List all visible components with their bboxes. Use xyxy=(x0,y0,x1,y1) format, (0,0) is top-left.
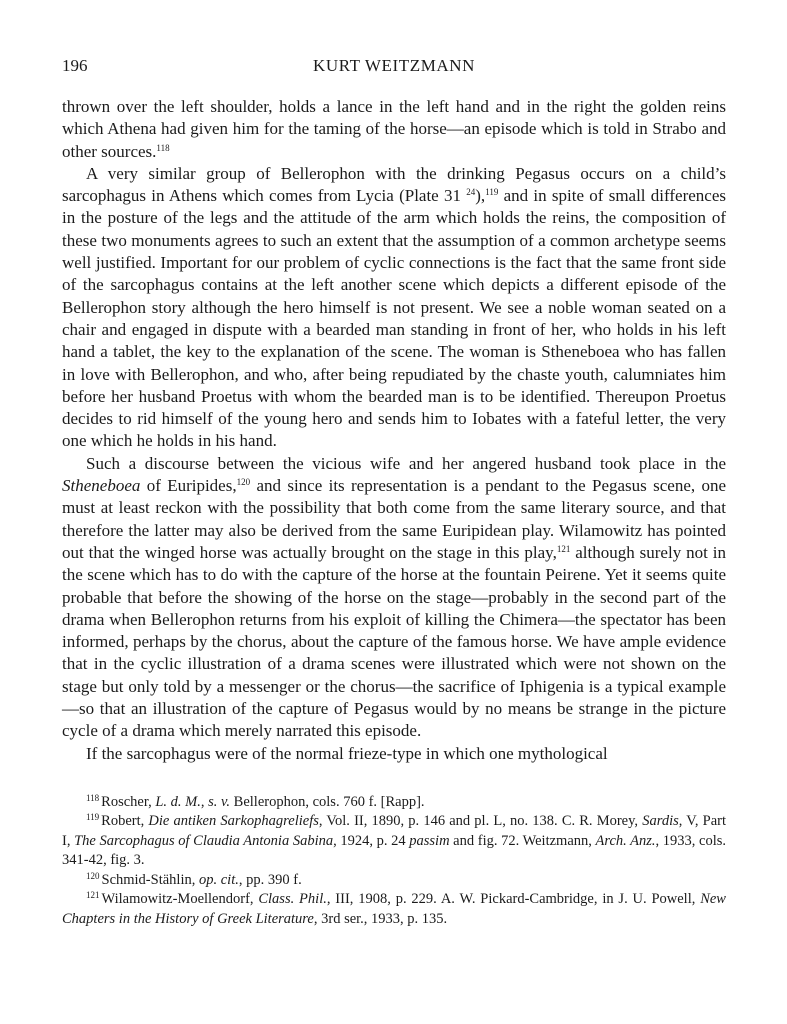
note-reference: 118 xyxy=(156,142,170,153)
italic-text: Stheneboea xyxy=(62,476,141,496)
body-paragraph xyxy=(62,743,726,765)
italic-text: Die antiken Sarkophagreliefs xyxy=(148,813,319,830)
footnote-number: 121 xyxy=(86,890,100,901)
text-run: Robert, xyxy=(101,813,149,830)
italic-text: Arch. Anz. xyxy=(595,832,656,849)
text-run: thrown over the left shoulder, holds a lance in the left hand and in the right the golden reins which Athena had given him for the taming of the horse—an episode which is told in Strabo and other sources. xyxy=(62,97,726,161)
body-text xyxy=(62,96,726,765)
text-run: Schmid-Stählin, xyxy=(101,871,199,888)
text-run: and fig. 72. Weitzmann, xyxy=(449,832,596,849)
italic-text: New Chapters in the History of Greek Literature xyxy=(62,891,726,927)
footnote xyxy=(62,871,726,891)
running-head: KURT WEITZMANN xyxy=(312,56,476,75)
note-reference: 119 xyxy=(485,187,499,198)
italic-text: L. d. M. xyxy=(155,793,201,810)
body-paragraph xyxy=(62,96,726,163)
note-reference: 120 xyxy=(236,477,251,488)
text-run: , 1924, p. 24 xyxy=(333,832,410,849)
note-reference: 24 xyxy=(466,187,476,198)
text-run: of Euripides, xyxy=(140,476,237,496)
text-run: Roscher, xyxy=(101,793,156,810)
italic-text: The Sarcophagus of Claudia Antonia Sabina xyxy=(74,832,334,849)
footnote xyxy=(62,812,726,871)
footnote-number: 118 xyxy=(86,792,100,803)
italic-text: s. v. xyxy=(208,793,231,810)
text-run: and in spite of small differences in the posture of the legs and the attitude of the arm which holds the reins, the composition of these two monuments agrees to such an extent that the assumption of a common archetype seems well justified. Important for our problem of cyclic connections is the fact that the same front side of the sarcophagus contains at the left another scene which depicts a different episode of the Bellerophon story although the hero himself is not present. We see a noble woman seated on a chair and engaged in dispute with a bearded man standing in front of her, who holds in his left hand a tablet, the key to the explanation of the scene. The woman is Stheneboea who has fallen in love with Bellerophon, and who, after being repudiated by the chaste youth, calumniates him before her husband Proetus with whom the bearded man is to be identified. Thereupon Proetus decides to rid himself of the young hero and sends him to Iobates with a fateful letter, the very one which he holds in his hand. xyxy=(62,186,726,451)
text-run: Bellerophon, cols. 760 f. [Rapp]. xyxy=(230,793,425,810)
text-run: , Vol. II, 1890, p. 146 and pl. L, no. 138. C. R. Morey, xyxy=(318,813,643,830)
footnotes xyxy=(62,793,726,930)
page-header xyxy=(62,56,726,80)
text-run: and since its representation is a pendant to the Pegasus scene, one must at least reckon with the possibility that both come from the same literary source, and that therefore the latter may also be derived from the same Euripidean play. Wilamowitz has pointed out that the winged horse was actually brought on the stage in this play, xyxy=(62,476,726,562)
italic-text: Sardis xyxy=(642,813,679,830)
note-reference: 121 xyxy=(556,543,571,554)
footnote xyxy=(62,793,726,813)
page-number: 196 xyxy=(62,56,88,75)
footnote xyxy=(62,890,726,929)
text-run: , V, Part I, xyxy=(62,813,727,849)
text-run: ), xyxy=(475,186,486,206)
text-run: , 3rd ser., 1933, p. 135. xyxy=(313,910,448,927)
text-run: , pp. 390 f. xyxy=(238,871,302,888)
text-run: although surely not in the scene which has to do with the capture of the horse at the fountain Peirene. Yet it seems quite probable that before the showing of the horse on the stage—probably in the second part of the drama when Bellerophon returns from his exploit of killing the Chimera—the spectator has been informed, perhaps by the chorus, about the capture of the famous horse. We have ample evidence that in the cyclic illustration of a drama scenes were illustrated which were not shown on the stage but only told by a messenger or the chorus—the sacrifice of Iphigenia is a typical example—so that an illustration of the capture of Pegasus would by no means be strange in the picture cycle of a drama which merely narrated this episode. xyxy=(62,542,726,741)
text-run: , 1933, cols. 341-42, fig. 3. xyxy=(62,832,727,869)
body-paragraph xyxy=(62,163,726,453)
text-run: A very similar group of Bellerophon with the drinking Pegasus occurs on a child’s sarcophagus in Athens which comes from Lycia (Plate 31 xyxy=(62,163,726,206)
footnote-number: 120 xyxy=(86,870,100,881)
footnote-number: 119 xyxy=(86,812,100,823)
text-run: If the sarcophagus were of the normal frieze-type in which one mythological xyxy=(86,743,608,763)
italic-text: op. cit. xyxy=(198,871,239,888)
italic-text: passim xyxy=(409,832,450,849)
text-run: Such a discourse between the vicious wife and her angered husband took place in the xyxy=(86,453,726,473)
italic-text: Class. Phil. xyxy=(258,891,327,908)
text-run: , III, 1908, p. 229. A. W. Pickard-Cambridge, in J. U. Powell, xyxy=(326,891,701,908)
text-run: Wilamowitz-Moellendorf, xyxy=(101,891,259,908)
body-paragraph xyxy=(62,453,726,743)
document-page xyxy=(62,56,726,929)
text-run: , xyxy=(200,793,209,810)
